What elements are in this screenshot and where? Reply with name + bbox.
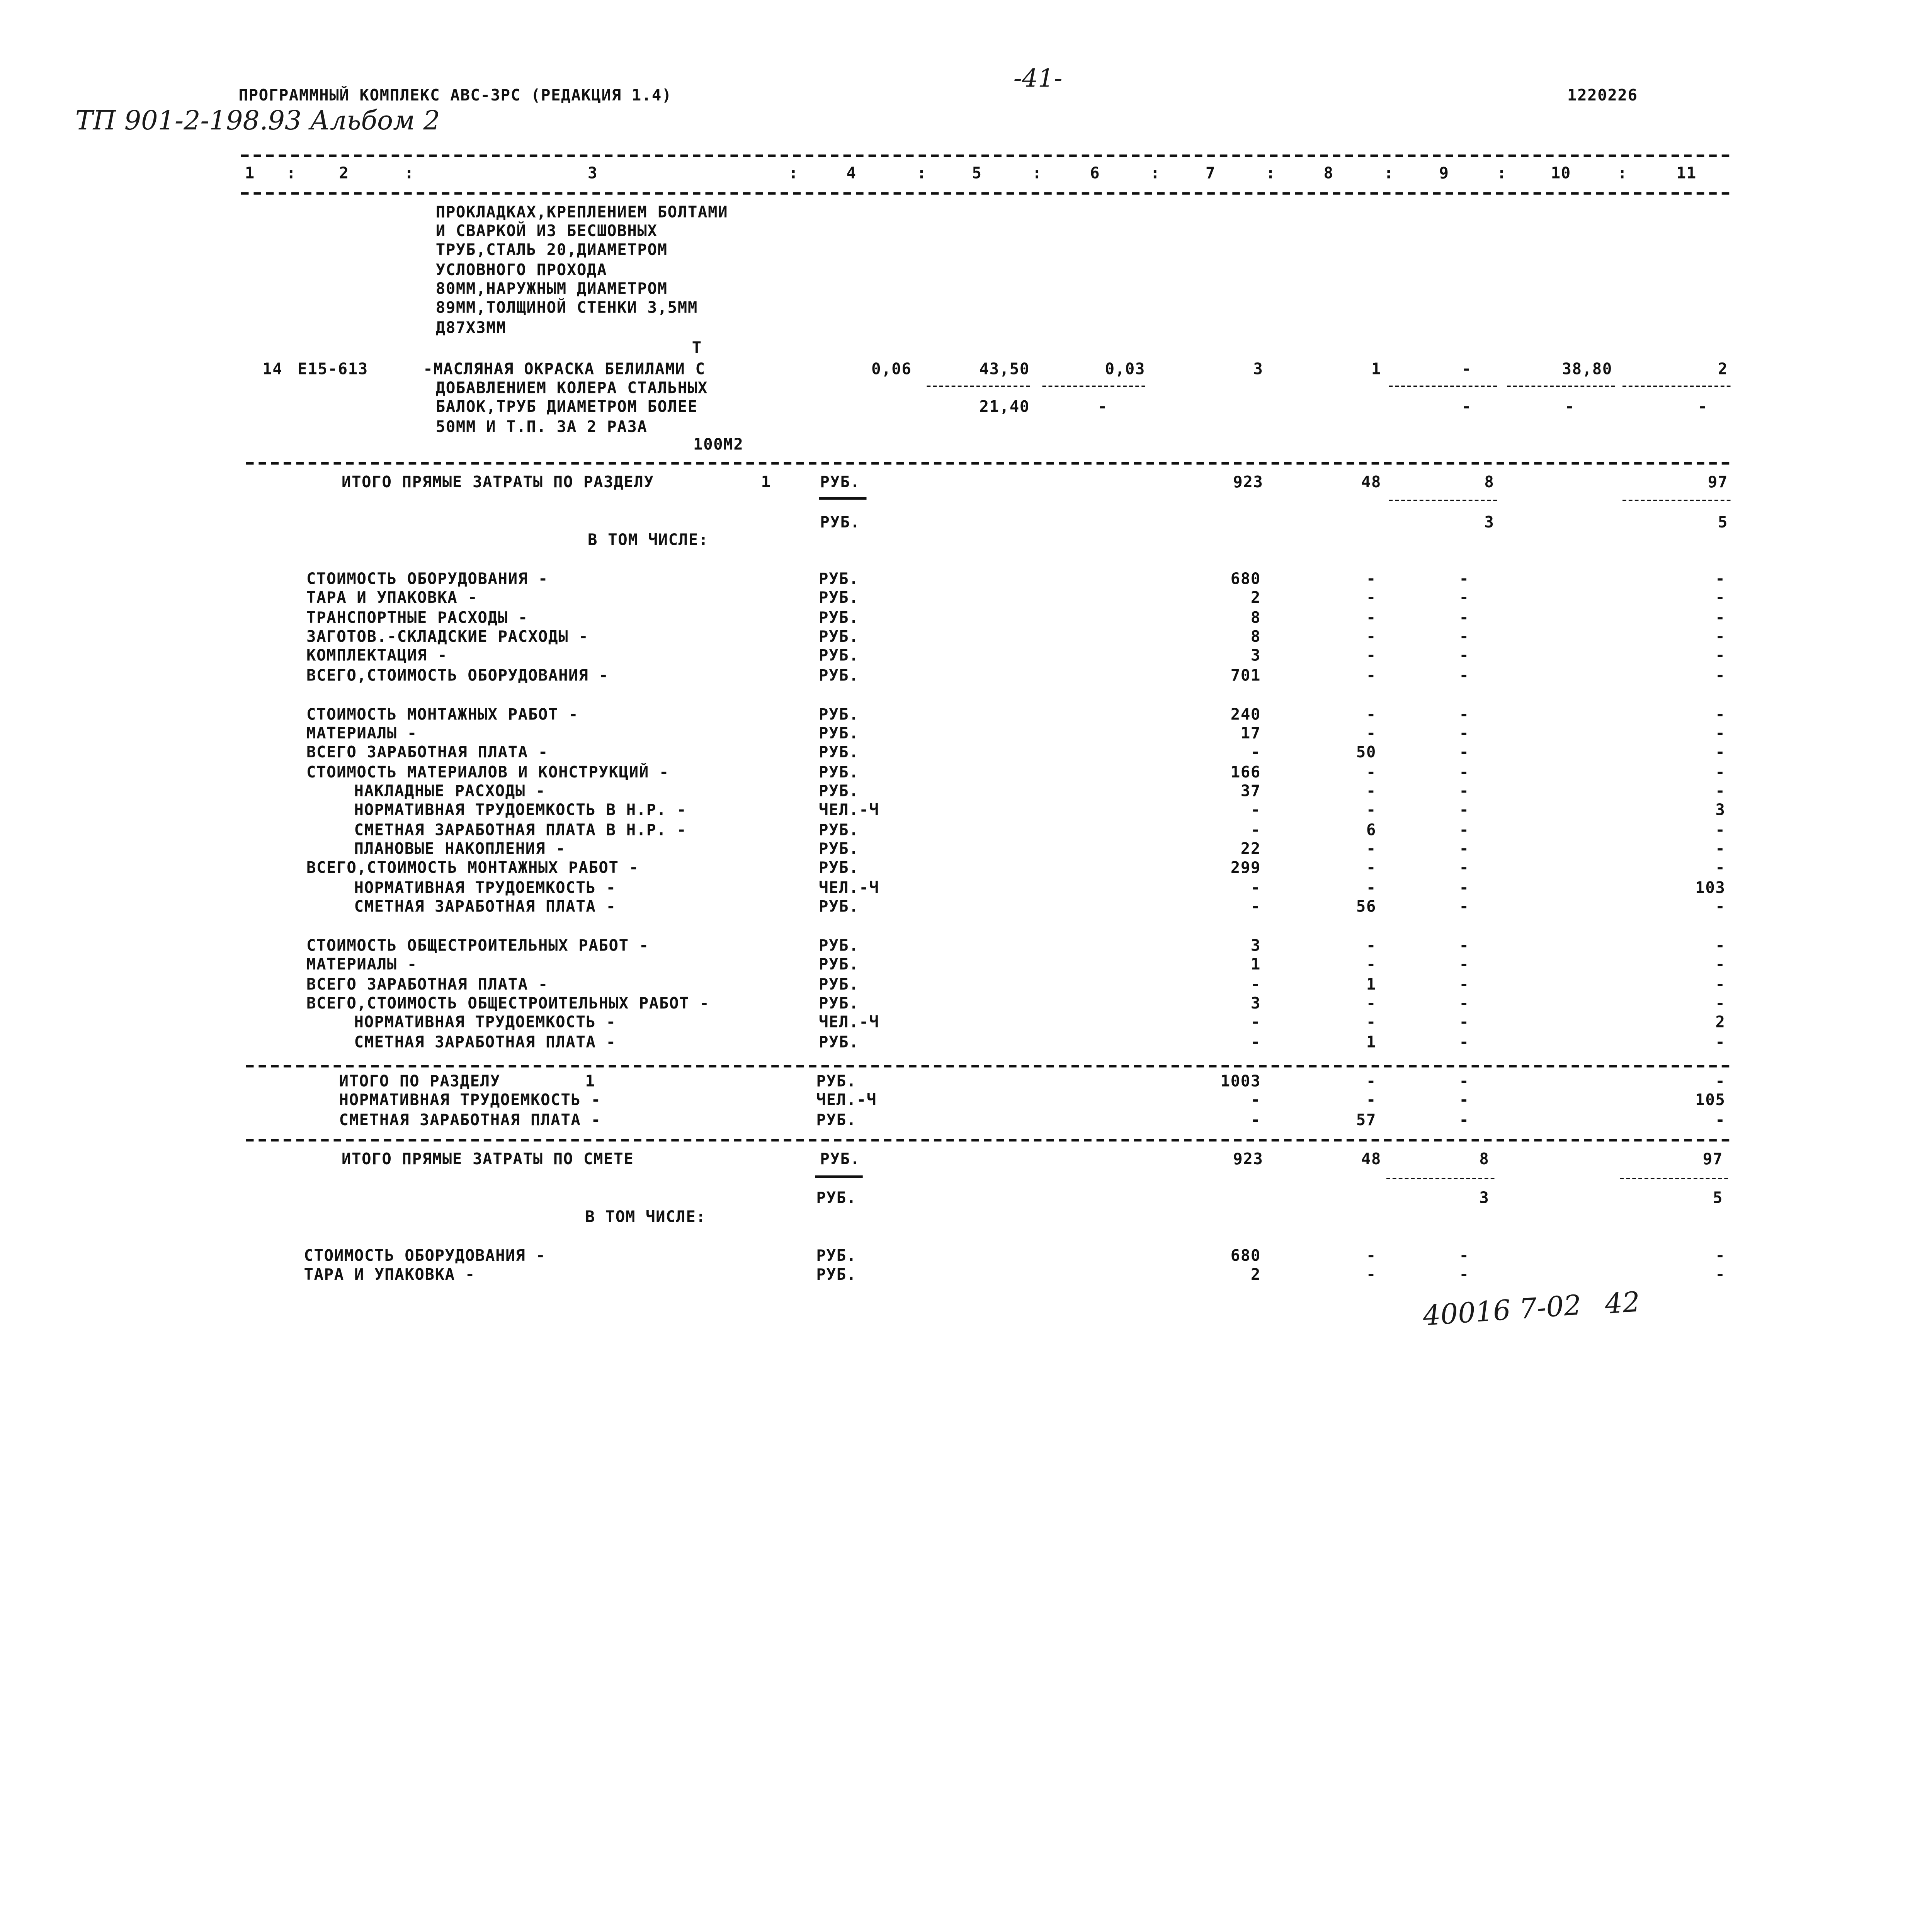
row-labor: 3 — [1715, 800, 1726, 819]
row-label: СТОИМОСТЬ ОБЩЕСТРОИТЕЛЬНЫХ РАБОТ - — [306, 935, 649, 954]
item-unit-cost: 43,50 — [979, 359, 1030, 378]
row-label: НОРМАТИВНАЯ ТРУДОЕМКОСТЬ - — [339, 1090, 601, 1109]
item-total-wage: 1 — [1371, 359, 1381, 378]
unit: РУБ. — [816, 1188, 857, 1207]
row-label: ВСЕГО,СТОИМОСТЬ ОБЩЕСТРОИТЕЛЬНЫХ РАБОТ - — [306, 993, 710, 1012]
row-labor: - — [1715, 954, 1726, 973]
row-total-cost: 37 — [1240, 781, 1261, 800]
column-header: 5 — [972, 163, 982, 182]
description-line: 80ММ,НАРУЖНЫМ ДИАМЕТРОМ — [435, 279, 668, 298]
row-labor: - — [1715, 645, 1726, 665]
row-unit: РУБ. — [819, 839, 859, 858]
document-code: 1220226 — [1567, 85, 1638, 104]
total-labor: 97 — [1708, 472, 1728, 491]
row-total-wage: - — [1366, 1264, 1376, 1284]
row-total-wage: 1 — [1366, 975, 1376, 993]
divider — [1389, 500, 1497, 501]
section-direct-label: ИТОГО ПРЯМЫЕ ЗАТРАТЫ ПО РАЗДЕЛУ — [342, 472, 654, 491]
row-labor: - — [1715, 626, 1726, 646]
row-label: СМЕТНАЯ ЗАРАБОТНАЯ ПЛАТА В Н.Р. - — [354, 820, 687, 839]
row-label: СТОИМОСТЬ ОБОРУДОВАНИЯ - — [304, 1246, 546, 1265]
row-machines: - — [1459, 954, 1469, 973]
row-machines: - — [1459, 1110, 1469, 1129]
row-label: ТАРА И УПАКОВКА - — [306, 588, 478, 607]
item-col11: 2 — [1718, 359, 1728, 378]
column-header: 4 — [846, 163, 857, 182]
row-total-cost: 240 — [1230, 704, 1261, 723]
row-label: СТОИМОСТЬ МАТЕРИАЛОВ И КОНСТРУКЦИЙ - — [306, 762, 670, 781]
description-line: И СВАРКОЙ ИЗ БЕСШОВНЫХ — [435, 221, 658, 240]
divider — [241, 155, 1729, 157]
item-total-cost: 3 — [1253, 359, 1264, 378]
row-total-cost: 17 — [1240, 723, 1261, 742]
row-machines: - — [1459, 800, 1469, 819]
row-unit: РУБ. — [819, 665, 859, 685]
item-col10b: - — [1565, 397, 1575, 416]
row-machines: - — [1459, 1090, 1469, 1109]
row-machines: - — [1459, 665, 1469, 685]
column-header: 6 — [1090, 163, 1100, 182]
row-unit: РУБ. — [819, 626, 859, 646]
description-line: УСЛОВНОГО ПРОХОДА — [435, 260, 607, 279]
handwritten-code: 40016 7-02 — [1422, 1290, 1583, 1333]
row-unit: РУБ. — [816, 1071, 857, 1090]
row-total-wage: - — [1366, 781, 1376, 800]
row-labor: 105 — [1695, 1090, 1726, 1109]
row-unit: ЧЕЛ.-Ч — [819, 800, 879, 819]
item-col9b: - — [1461, 397, 1472, 416]
row-labor: - — [1715, 1264, 1726, 1284]
row-unit: РУБ. — [819, 993, 859, 1012]
unit: РУБ. — [820, 512, 861, 531]
row-total-cost: - — [1250, 820, 1261, 839]
row-total-wage: 50 — [1356, 742, 1376, 761]
row-total-cost: 166 — [1230, 762, 1261, 781]
row-labor: - — [1715, 569, 1726, 588]
description-line: ПРОКЛАДКАХ,КРЕПЛЕНИЕМ БОЛТАМИ — [435, 202, 728, 221]
divider — [815, 1175, 863, 1178]
column-header: 3 — [587, 163, 598, 182]
row-machines: - — [1459, 608, 1469, 627]
row-unit: РУБ. — [819, 781, 859, 800]
including-heading: В ТОМ ЧИСЛЕ: — [588, 530, 709, 549]
column-separator: : — [789, 163, 799, 182]
row-total-cost: - — [1250, 742, 1261, 761]
row-total-wage: - — [1366, 645, 1376, 665]
row-labor: - — [1715, 723, 1726, 742]
divider — [927, 386, 1030, 387]
divider — [819, 497, 867, 500]
row-machines: - — [1459, 1071, 1469, 1090]
column-header: 2 — [339, 163, 349, 182]
item-description-line: ДОБАВЛЕНИЕМ КОЛЕРА СТАЛЬНЫХ — [435, 378, 708, 397]
row-labor: - — [1715, 975, 1726, 993]
row-total-cost: - — [1250, 1032, 1261, 1051]
row-machines: - — [1459, 839, 1469, 858]
row-labor: - — [1715, 781, 1726, 800]
row-total-cost: 680 — [1230, 569, 1261, 588]
row-total-cost: 2 — [1250, 1264, 1261, 1284]
row-machines: - — [1459, 762, 1469, 781]
description-line: Д87Х3ММ — [435, 318, 507, 337]
row-total-cost: 2 — [1250, 588, 1261, 607]
row-label: ИТОГО ПО РАЗДЕЛУ — [339, 1071, 500, 1090]
total-cost: 923 — [1233, 472, 1264, 491]
description-line: 89ММ,ТОЛЩИНОЙ СТЕНКИ 3,5ММ — [435, 298, 698, 316]
row-labor: - — [1715, 857, 1726, 877]
row-unit: РУБ. — [819, 975, 859, 993]
row-labor: - — [1715, 608, 1726, 627]
handwritten-page: 42 — [1604, 1287, 1641, 1321]
row-total-wage: - — [1366, 1090, 1376, 1109]
row-unit: РУБ. — [819, 935, 859, 954]
divider — [1386, 1178, 1495, 1179]
row-label: СТОИМОСТЬ ОБОРУДОВАНИЯ - — [306, 569, 549, 588]
row-total-wage: - — [1366, 857, 1376, 877]
row-machines: - — [1459, 742, 1469, 761]
row-unit: РУБ. — [816, 1264, 857, 1284]
row-labor: - — [1715, 896, 1726, 916]
row-total-cost: 701 — [1230, 665, 1261, 685]
row-label: МАТЕРИАЛЫ - — [306, 954, 417, 973]
row-machines: - — [1459, 857, 1469, 877]
row-unit: РУБ. — [819, 723, 859, 742]
row-total-wage: - — [1366, 704, 1376, 723]
row-unit: РУБ. — [819, 742, 859, 761]
row-labor: - — [1715, 742, 1726, 761]
total-machines: 8 — [1484, 472, 1495, 491]
handwritten-reference: ТП 901-2-198.93 Альбом 2 — [75, 105, 440, 136]
row-total-cost: - — [1250, 800, 1261, 819]
row-total-wage: - — [1366, 588, 1376, 607]
row-unit: ЧЕЛ.-Ч — [819, 878, 879, 897]
row-machines: - — [1459, 878, 1469, 897]
column-separator: : — [917, 163, 927, 182]
item-col9: - — [1461, 359, 1472, 378]
column-separator: : — [286, 163, 297, 182]
row-unit: РУБ. — [819, 704, 859, 723]
row-labor: - — [1715, 704, 1726, 723]
row-unit: РУБ. — [819, 896, 859, 916]
row-total-wage: - — [1366, 723, 1376, 742]
row-total-cost: 1003 — [1220, 1071, 1261, 1090]
divider — [246, 1139, 1729, 1142]
row-machines: - — [1459, 820, 1469, 839]
row-total-wage: 57 — [1356, 1110, 1376, 1129]
row-label: КОМПЛЕКТАЦИЯ - — [306, 645, 448, 665]
estimate-direct-label: ИТОГО ПРЯМЫЕ ЗАТРАТЫ ПО СМЕТЕ — [342, 1149, 634, 1168]
row-label: СМЕТНАЯ ЗАРАБОТНАЯ ПЛАТА - — [354, 1032, 616, 1051]
row-unit: РУБ. — [819, 645, 859, 665]
row-total-cost: 3 — [1250, 993, 1261, 1012]
row-label: ВСЕГО ЗАРАБОТНАЯ ПЛАТА - — [306, 975, 549, 993]
row-label: НАКЛАДНЫЕ РАСХОДЫ - — [354, 781, 546, 800]
row-label: НОРМАТИВНАЯ ТРУДОЕМКОСТЬ - — [354, 878, 616, 897]
row-total-cost: 299 — [1230, 857, 1261, 877]
section-number: 1 — [585, 1071, 595, 1090]
column-separator: : — [1150, 163, 1161, 182]
row-machines: - — [1459, 1032, 1469, 1051]
item-description-line: 50ММ И Т.П. ЗА 2 РАЗА — [435, 417, 648, 436]
total-machines-wage: 3 — [1479, 1188, 1490, 1207]
description-line: ТРУБ,СТАЛЬ 20,ДИАМЕТРОМ — [435, 240, 668, 259]
row-machines: - — [1459, 645, 1469, 665]
item-unit-wage: 21,40 — [979, 397, 1030, 416]
row-unit: РУБ. — [819, 588, 859, 607]
divider — [241, 192, 1729, 195]
row-total-wage: - — [1366, 1246, 1376, 1265]
including-heading: В ТОМ ЧИСЛЕ: — [585, 1207, 706, 1226]
row-label: ВСЕГО,СТОИМОСТЬ МОНТАЖНЫХ РАБОТ - — [306, 857, 639, 877]
column-header-row — [241, 158, 1729, 182]
row-total-cost: 680 — [1230, 1246, 1261, 1265]
divider — [1043, 386, 1146, 387]
row-total-wage: - — [1366, 569, 1376, 588]
item-col11b: - — [1697, 397, 1708, 416]
row-total-wage: - — [1366, 1071, 1376, 1090]
row-label: СМЕТНАЯ ЗАРАБОТНАЯ ПЛАТА - — [339, 1110, 601, 1129]
continued-item-unit: Т — [692, 338, 702, 357]
divider — [1389, 386, 1497, 387]
column-separator: : — [404, 163, 415, 182]
row-unit: РУБ. — [816, 1110, 857, 1129]
row-unit: РУБ. — [819, 1032, 859, 1051]
row-total-cost: - — [1250, 1090, 1261, 1109]
row-machines: - — [1459, 1264, 1469, 1284]
column-header: 7 — [1205, 163, 1216, 182]
total-labor-machines: 5 — [1713, 1188, 1723, 1207]
row-machines: - — [1459, 781, 1469, 800]
total-labor-machines: 5 — [1718, 512, 1728, 531]
row-total-wage: - — [1366, 935, 1376, 954]
row-labor: - — [1715, 665, 1726, 685]
divider — [246, 1065, 1729, 1068]
unit: РУБ. — [820, 472, 861, 491]
row-total-wage: - — [1366, 839, 1376, 858]
row-labor: - — [1715, 1246, 1726, 1265]
row-label: НОРМАТИВНАЯ ТРУДОЕМКОСТЬ В Н.Р. - — [354, 800, 687, 819]
column-header: 8 — [1323, 163, 1334, 182]
row-total-cost: 3 — [1250, 935, 1261, 954]
row-total-cost: - — [1250, 1012, 1261, 1031]
row-labor: - — [1715, 935, 1726, 954]
row-total-cost: 8 — [1250, 626, 1261, 646]
row-machines: - — [1459, 723, 1469, 742]
unit: РУБ. — [820, 1149, 861, 1168]
row-labor: - — [1715, 1071, 1726, 1090]
row-labor: - — [1715, 820, 1726, 839]
item-description-line: БАЛОК,ТРУБ ДИАМЕТРОМ БОЛЕЕ — [435, 397, 698, 416]
item-unit: 100М2 — [693, 434, 744, 454]
row-label: СМЕТНАЯ ЗАРАБОТНАЯ ПЛАТА - — [354, 896, 616, 916]
row-unit: ЧЕЛ.-Ч — [819, 1012, 879, 1031]
total-machines: 8 — [1479, 1149, 1490, 1168]
column-separator: : — [1266, 163, 1276, 182]
row-machines: - — [1459, 1246, 1469, 1265]
row-unit: РУБ. — [819, 762, 859, 781]
row-total-cost: 8 — [1250, 608, 1261, 627]
column-separator: : — [1032, 163, 1043, 182]
row-total-wage: - — [1366, 800, 1376, 819]
total-wage: 48 — [1361, 472, 1381, 491]
row-machines: - — [1459, 588, 1469, 607]
row-label: ВСЕГО,СТОИМОСТЬ ОБОРУДОВАНИЯ - — [306, 665, 609, 685]
row-total-wage: - — [1366, 993, 1376, 1012]
column-separator: : — [1617, 163, 1628, 182]
row-labor: - — [1715, 993, 1726, 1012]
total-machines-wage: 3 — [1484, 512, 1495, 531]
row-total-wage: - — [1366, 608, 1376, 627]
row-machines: - — [1459, 975, 1469, 993]
row-label: ВСЕГО ЗАРАБОТНАЯ ПЛАТА - — [306, 742, 549, 761]
total-labor: 97 — [1702, 1149, 1723, 1168]
divider — [1507, 386, 1615, 387]
row-label: ТАРА И УПАКОВКА - — [304, 1264, 475, 1284]
row-unit: ЧЕЛ.-Ч — [816, 1090, 877, 1109]
row-total-cost: 1 — [1250, 954, 1261, 973]
divider — [1622, 500, 1731, 501]
row-labor: - — [1715, 1110, 1726, 1129]
row-total-cost: - — [1250, 878, 1261, 897]
row-total-cost: - — [1250, 975, 1261, 993]
row-total-cost: - — [1250, 896, 1261, 916]
row-unit: РУБ. — [819, 608, 859, 627]
item-machines-wage: - — [1097, 397, 1108, 416]
item-code: Е15-613 — [298, 359, 368, 378]
divider — [1620, 1178, 1728, 1179]
row-labor: 103 — [1695, 878, 1726, 897]
total-cost: 923 — [1233, 1149, 1264, 1168]
row-unit: РУБ. — [819, 954, 859, 973]
row-total-cost: 22 — [1240, 839, 1261, 858]
row-total-wage: - — [1366, 762, 1376, 781]
row-label: ПЛАНОВЫЕ НАКОПЛЕНИЯ - — [354, 839, 566, 858]
row-machines: - — [1459, 1012, 1469, 1031]
column-header: 10 — [1551, 163, 1571, 182]
row-machines: - — [1459, 993, 1469, 1012]
row-unit: РУБ. — [819, 820, 859, 839]
row-labor: - — [1715, 588, 1726, 607]
item-number: 14 — [262, 359, 283, 378]
row-total-cost: - — [1250, 1110, 1261, 1129]
row-machines: - — [1459, 896, 1469, 916]
row-total-wage: 6 — [1366, 820, 1376, 839]
column-separator: : — [1497, 163, 1507, 182]
row-total-wage: - — [1366, 1012, 1376, 1031]
row-label: НОРМАТИВНАЯ ТРУДОЕМКОСТЬ - — [354, 1012, 616, 1031]
item-machines: 0,03 — [1105, 359, 1145, 378]
row-label: ТРАНСПОРТНЫЕ РАСХОДЫ - — [306, 608, 528, 627]
divider — [1622, 386, 1731, 387]
column-separator: : — [1384, 163, 1394, 182]
row-machines: - — [1459, 626, 1469, 646]
row-total-wage: - — [1366, 665, 1376, 685]
row-machines: - — [1459, 935, 1469, 954]
row-label: МАТЕРИАЛЫ - — [306, 723, 417, 742]
row-machines: - — [1459, 569, 1469, 588]
column-header: 9 — [1439, 163, 1449, 182]
row-labor: - — [1715, 839, 1726, 858]
row-total-wage: 56 — [1356, 896, 1376, 916]
row-label: СТОИМОСТЬ МОНТАЖНЫХ РАБОТ - — [306, 704, 579, 723]
row-labor: - — [1715, 762, 1726, 781]
row-unit: РУБ. — [819, 569, 859, 588]
item-quantity: 0,06 — [871, 359, 912, 378]
row-labor: - — [1715, 1032, 1726, 1051]
page-number: -41- — [1013, 63, 1063, 93]
program-title: ПРОГРАММНЫЙ КОМПЛЕКС АВС-3РС (РЕДАКЦИЯ 1.4) — [238, 85, 672, 104]
row-total-cost: 3 — [1250, 645, 1261, 665]
row-total-wage: - — [1366, 626, 1376, 646]
section-number: 1 — [761, 472, 771, 491]
row-total-wage: - — [1366, 954, 1376, 973]
continued-item-description — [436, 204, 813, 344]
item-description-line: -МАСЛЯНАЯ ОКРАСКА БЕЛИЛАМИ С — [423, 359, 706, 378]
divider — [246, 462, 1729, 465]
row-total-wage: - — [1366, 878, 1376, 897]
column-header: 1 — [245, 163, 255, 182]
row-labor: 2 — [1715, 1012, 1726, 1031]
row-machines: - — [1459, 704, 1469, 723]
column-header: 11 — [1676, 163, 1697, 182]
row-unit: РУБ. — [816, 1246, 857, 1265]
total-wage: 48 — [1361, 1149, 1381, 1168]
row-label: ЗАГОТОВ.-СКЛАДСКИЕ РАСХОДЫ - — [306, 626, 589, 646]
row-unit: РУБ. — [819, 857, 859, 877]
item-col10: 38,80 — [1562, 359, 1612, 378]
row-total-wage: 1 — [1366, 1032, 1376, 1051]
